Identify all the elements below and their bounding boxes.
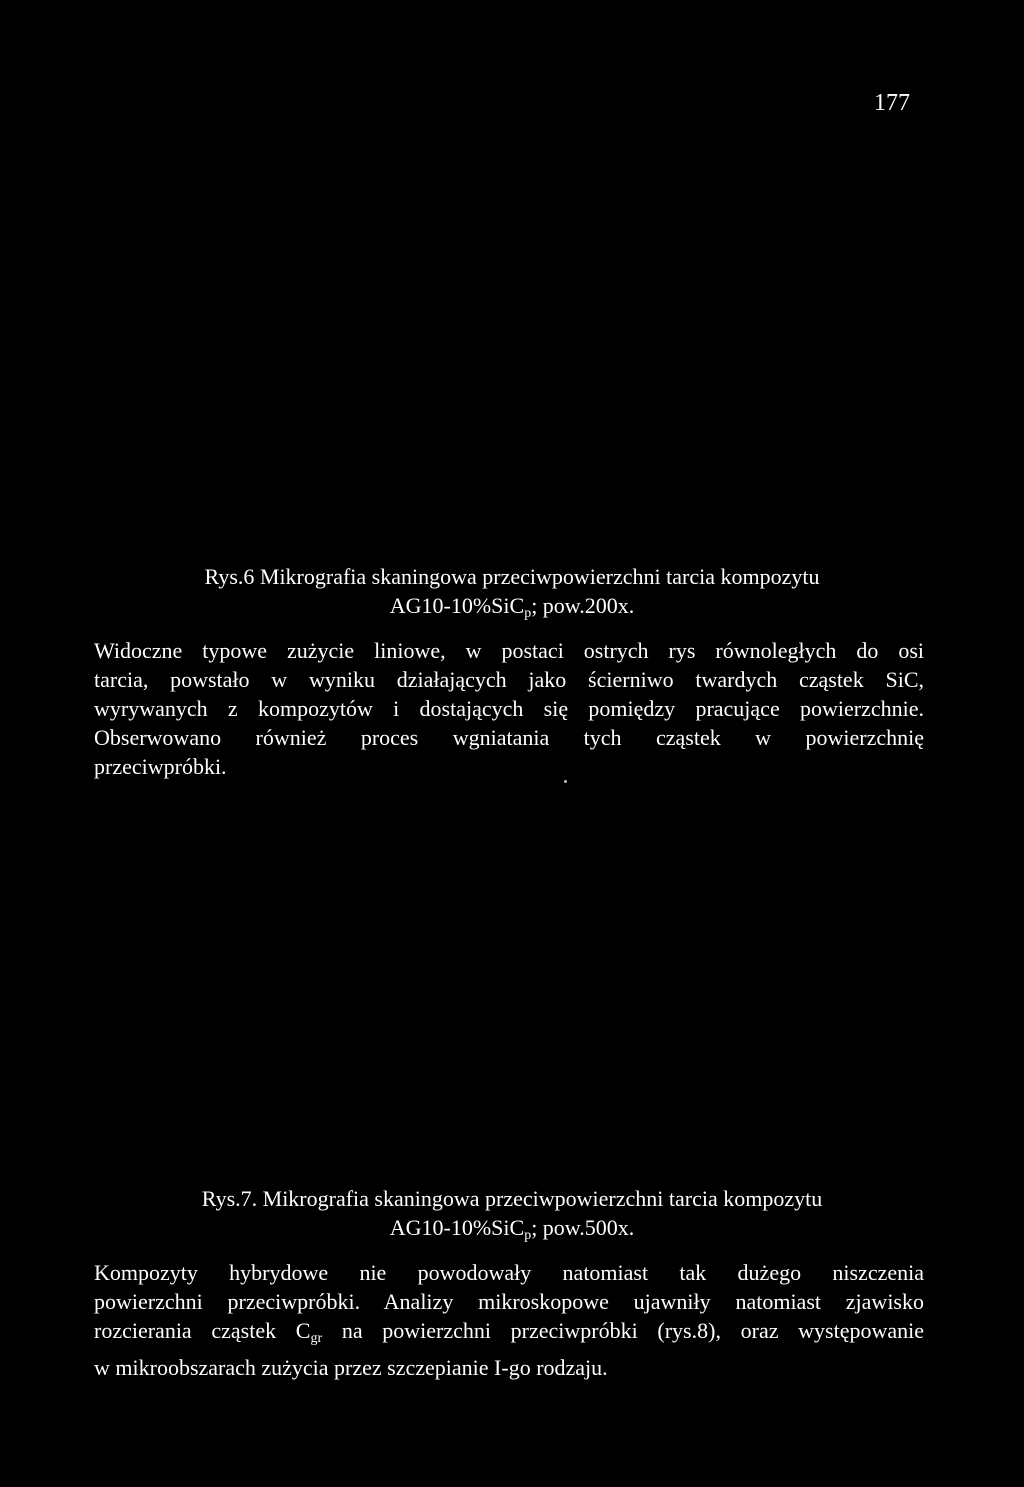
figure-7-material-subscript: p bbox=[524, 1228, 532, 1243]
figure-7-material: AG10-10%SiC bbox=[389, 1215, 525, 1240]
paragraph-2-line-3-end: na powierzchni przeciwpróbki (rys.8), oraz występowanie bbox=[322, 1318, 925, 1343]
figure-6-caption bbox=[94, 562, 930, 628]
figure-6-material: AG10-10%SiC bbox=[389, 593, 525, 618]
figure-6-material-subscript: p bbox=[524, 606, 532, 621]
paragraph-1-line-4: Obserwowano również proces wgniatania tych cząstek w powierzchnię bbox=[94, 725, 924, 750]
paragraph-2-line-3 bbox=[94, 1316, 924, 1353]
figure-7-magnification: ; pow.500x. bbox=[531, 1215, 635, 1240]
page-number: 177 bbox=[874, 90, 910, 116]
paragraph-1-line-2: tarcia, powstało w wyniku działających jako ścierniwo twardych cząstek SiC, bbox=[94, 667, 924, 692]
paragraph-1-line-5: przeciwpróbki. bbox=[94, 754, 227, 779]
speck bbox=[564, 780, 567, 783]
paragraph-1 bbox=[94, 636, 924, 781]
figure-6-magnification: ; pow.200x. bbox=[531, 593, 635, 618]
paragraph-2-line-3-start: rozcierania cząstek C bbox=[94, 1318, 311, 1343]
paragraph-2 bbox=[94, 1258, 924, 1382]
paragraph-1-line-3: wyrywanych z kompozytów i dostających się pomiędzy pracujące powierzchnie. bbox=[94, 696, 924, 721]
figure-6-caption-line-1: Rys.6 Mikrografia skaningowa przeciwpowierzchni tarcia kompozytu bbox=[204, 564, 820, 589]
paragraph-1-line-1: Widoczne typowe zużycie liniowe, w postaci ostrych rys równoległych do osi bbox=[94, 638, 924, 663]
figure-7-caption bbox=[94, 1184, 930, 1250]
figure-7-caption-line-2 bbox=[94, 1213, 930, 1250]
figure-7-caption-line-1: Rys.7. Mikrografia skaningowa przeciwpowierzchni tarcia kompozytu bbox=[201, 1186, 823, 1211]
paragraph-2-line-1: Kompozyty hybrydowe nie powodowały natomiast tak dużego niszczenia bbox=[94, 1260, 924, 1285]
paragraph-2-line-2: powierzchni przeciwpróbki. Analizy mikroskopowe ujawniły natomiast zjawisko bbox=[94, 1289, 924, 1314]
paragraph-2-line-4: w mikroobszarach zużycia przez szczepianie I-go rodzaju. bbox=[94, 1355, 608, 1380]
figure-6-caption-line-2 bbox=[94, 591, 930, 628]
carbon-subscript: gr bbox=[310, 1331, 323, 1346]
